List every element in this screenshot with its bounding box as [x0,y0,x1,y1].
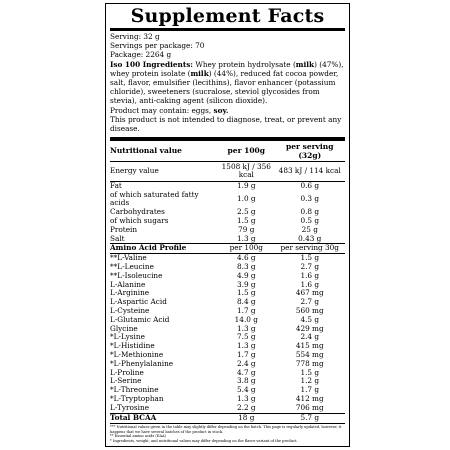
cell-per-serving: 1.2 g [300,376,320,386]
cell-name: L-Alanine [110,279,146,289]
cell-per-serving: 415 mg [295,341,324,351]
cell-per-serving: 1.5 g [274,254,345,263]
cell-per-100g: 14.0 g [234,314,258,324]
cell-name: Total BCAA [110,413,218,422]
nutrition-header-row [110,142,345,161]
cell-per-100g: 1.3 g [236,323,256,333]
cell-per-serving: 412 mg [295,393,324,403]
cell-per-100g: 8.4 g [236,297,256,307]
servings-per-package: Servings per package: 70 [110,41,205,51]
cell-per-serving: 2.4 g [300,332,320,342]
table-row [110,404,345,413]
ingredients-text-2: ) (47%), whey protein isolate ( [110,59,344,78]
table-row [110,162,345,182]
ingredients-text-3: ) (44%), reduced fat cocoa powder, salt, flavor, emulsifier (lecithins), flavor enhancer (potassium chloride), sweeteners (sucralose, steviol glycosides from stevia), anti-caking agent (silicon dioxide). [110,68,339,106]
cell-per-100g: 1.3 g [236,393,256,403]
cell-per-100g: 4.6 g [218,254,274,263]
cell-name: **L-Valine [110,254,218,263]
cell-per-serving: 560 mg [295,306,324,316]
label-title: Supplement Facts [130,5,325,27]
cell-name: L-Cysteine [110,306,150,316]
cell-per-serving: 2.7 g [300,297,320,307]
cell-per-serving: 25 g [301,224,318,234]
cell-per-serving: 1.7 g [300,385,320,395]
may-contain-text: Product may contain: eggs, [110,105,214,115]
cell-per-100g: 1.5 g [236,288,256,298]
cell-per-serving: 706 mg [295,402,324,412]
cell-per-100g: 1.5 g [236,216,256,226]
cell-per-100g: 1.3 g [236,233,256,243]
cell-per-serving: 1.5 g [300,367,320,377]
header-amino-acid-profile: Amino Acid Profile [110,244,218,254]
cell-name: Energy value [110,162,218,182]
cell-per-serving: 0.5 g [300,216,320,226]
cell-per-100g: 4.9 g [236,270,256,280]
cell-name: Glycine [110,323,138,333]
cell-name: Carbohydrates [110,207,165,217]
may-contain [110,106,345,115]
total-bcaa-row [110,413,345,422]
cell-name: Protein [110,224,138,234]
cell-per-100g: 79 g [238,224,255,234]
cell-per-100g: 5.4 g [236,385,256,395]
cell-name: *L-Threonine [110,385,159,395]
allergen-soy: soy. [213,105,229,115]
section-divider [110,137,345,141]
cell-name: of which sugars [110,216,169,226]
cell-per-serving: 1.6 g [300,279,320,289]
cell-per-100g: 3.8 g [236,376,256,386]
footnote: ** Essential amino acids (EAA) [110,434,167,439]
footnote: * Ingredients, weight, and nutritional values may differ depending on the flavor variant of the product. [110,438,298,443]
header-per-serving: per serving 30g [274,244,345,254]
cell-name: **L-Isoleucine [110,270,163,280]
cell-per-serving: 4.5 g [300,314,320,324]
cell-name: L-Arginine [110,288,150,298]
cell-per-serving: 1.6 g [300,270,320,280]
cell-per-100g: 8.3 g [236,262,256,272]
header-per-100g: per 100g [218,244,274,254]
header-per-100g: per 100g [227,146,266,156]
header-per-serving: per serving (32g) [286,142,334,160]
cell-name: *L-Histidine [110,341,155,351]
product-info [110,32,345,133]
cell-per-serving: 0.3 g [300,194,320,204]
cell-name: **L-Leucine [110,262,154,272]
cell-per-100g: 4.7 g [236,367,256,377]
cell-per-100g: 2.2 g [236,402,256,412]
cell-name: L-Aspartic Acid [110,297,167,307]
cell-per-100g: 1508 kJ / 356 kcal [218,162,274,182]
cell-per-serving: 429 mg [295,323,324,333]
cell-name: L-Tyrosine [110,402,150,412]
cell-name: *L-Methionine [110,350,164,359]
cell-name: of which saturated fatty acids [110,189,199,208]
cell-per-100g: 1.0 g [236,194,256,204]
disclaimer: This product is not intended to diagnose, treat, or prevent any disease. [110,114,342,134]
supplement-facts-label [105,3,350,447]
cell-per-serving: 554 mg [295,350,324,359]
title-divider [110,28,345,31]
cell-per-serving: 2.7 g [300,262,320,272]
cell-per-100g: 7.5 g [236,332,256,342]
cell-name: Fat [110,181,218,190]
cell-name: L-Glutamic Acid [110,314,170,324]
cell-name: Salt [110,233,125,243]
cell-name: *L-Tryptophan [110,393,164,403]
allergen-milk: milk [295,59,315,69]
cell-per-serving: 0.8 g [300,207,320,217]
cell-per-100g: 18 g [218,413,274,422]
cell-name: *L-Phenylalanine [110,358,174,368]
cell-per-100g: 2.5 g [236,207,256,217]
cell-per-serving: 483 kJ / 114 kcal [274,162,345,182]
cell-per-100g: 1.3 g [236,341,256,351]
cell-name: *L-Lysine [110,332,145,342]
header-nutritional-value: Nutritional value [110,146,182,156]
cell-per-100g: 3.9 g [236,279,256,289]
cell-per-serving: 778 mg [295,358,324,368]
ingredients [110,60,345,106]
serving-size: Serving: 32 g [110,32,160,41]
allergen-milk: milk [190,68,209,78]
cell-per-serving: 467 mg [295,288,324,298]
package-size: Package: 2264 g [110,50,172,60]
cell-per-serving: 0.6 g [274,181,345,190]
cell-per-100g: 2.4 g [236,358,256,368]
ingredients-label: Iso 100 Ingredients: [110,59,194,69]
cell-per-100g: 1.7 g [236,350,256,359]
cell-name: L-Proline [110,367,144,377]
cell-name: L-Serine [110,376,142,386]
nutrition-table [110,142,345,422]
ingredients-text-1: Whey protein hydrolysate ( [193,59,296,69]
cell-per-100g: 1.7 g [236,306,256,316]
footnote: *** Nutritional values given in the table may slightly differ depending on the batch. This page is regularly updated, however, it happens that we have several batches of the product in stock. [110,425,342,434]
cell-per-100g: 1.9 g [218,181,274,190]
footnotes [110,423,345,443]
cell-per-serving: 5.7 g [274,413,345,422]
table-row [110,191,345,209]
cell-per-serving: 0.43 g [298,233,322,243]
